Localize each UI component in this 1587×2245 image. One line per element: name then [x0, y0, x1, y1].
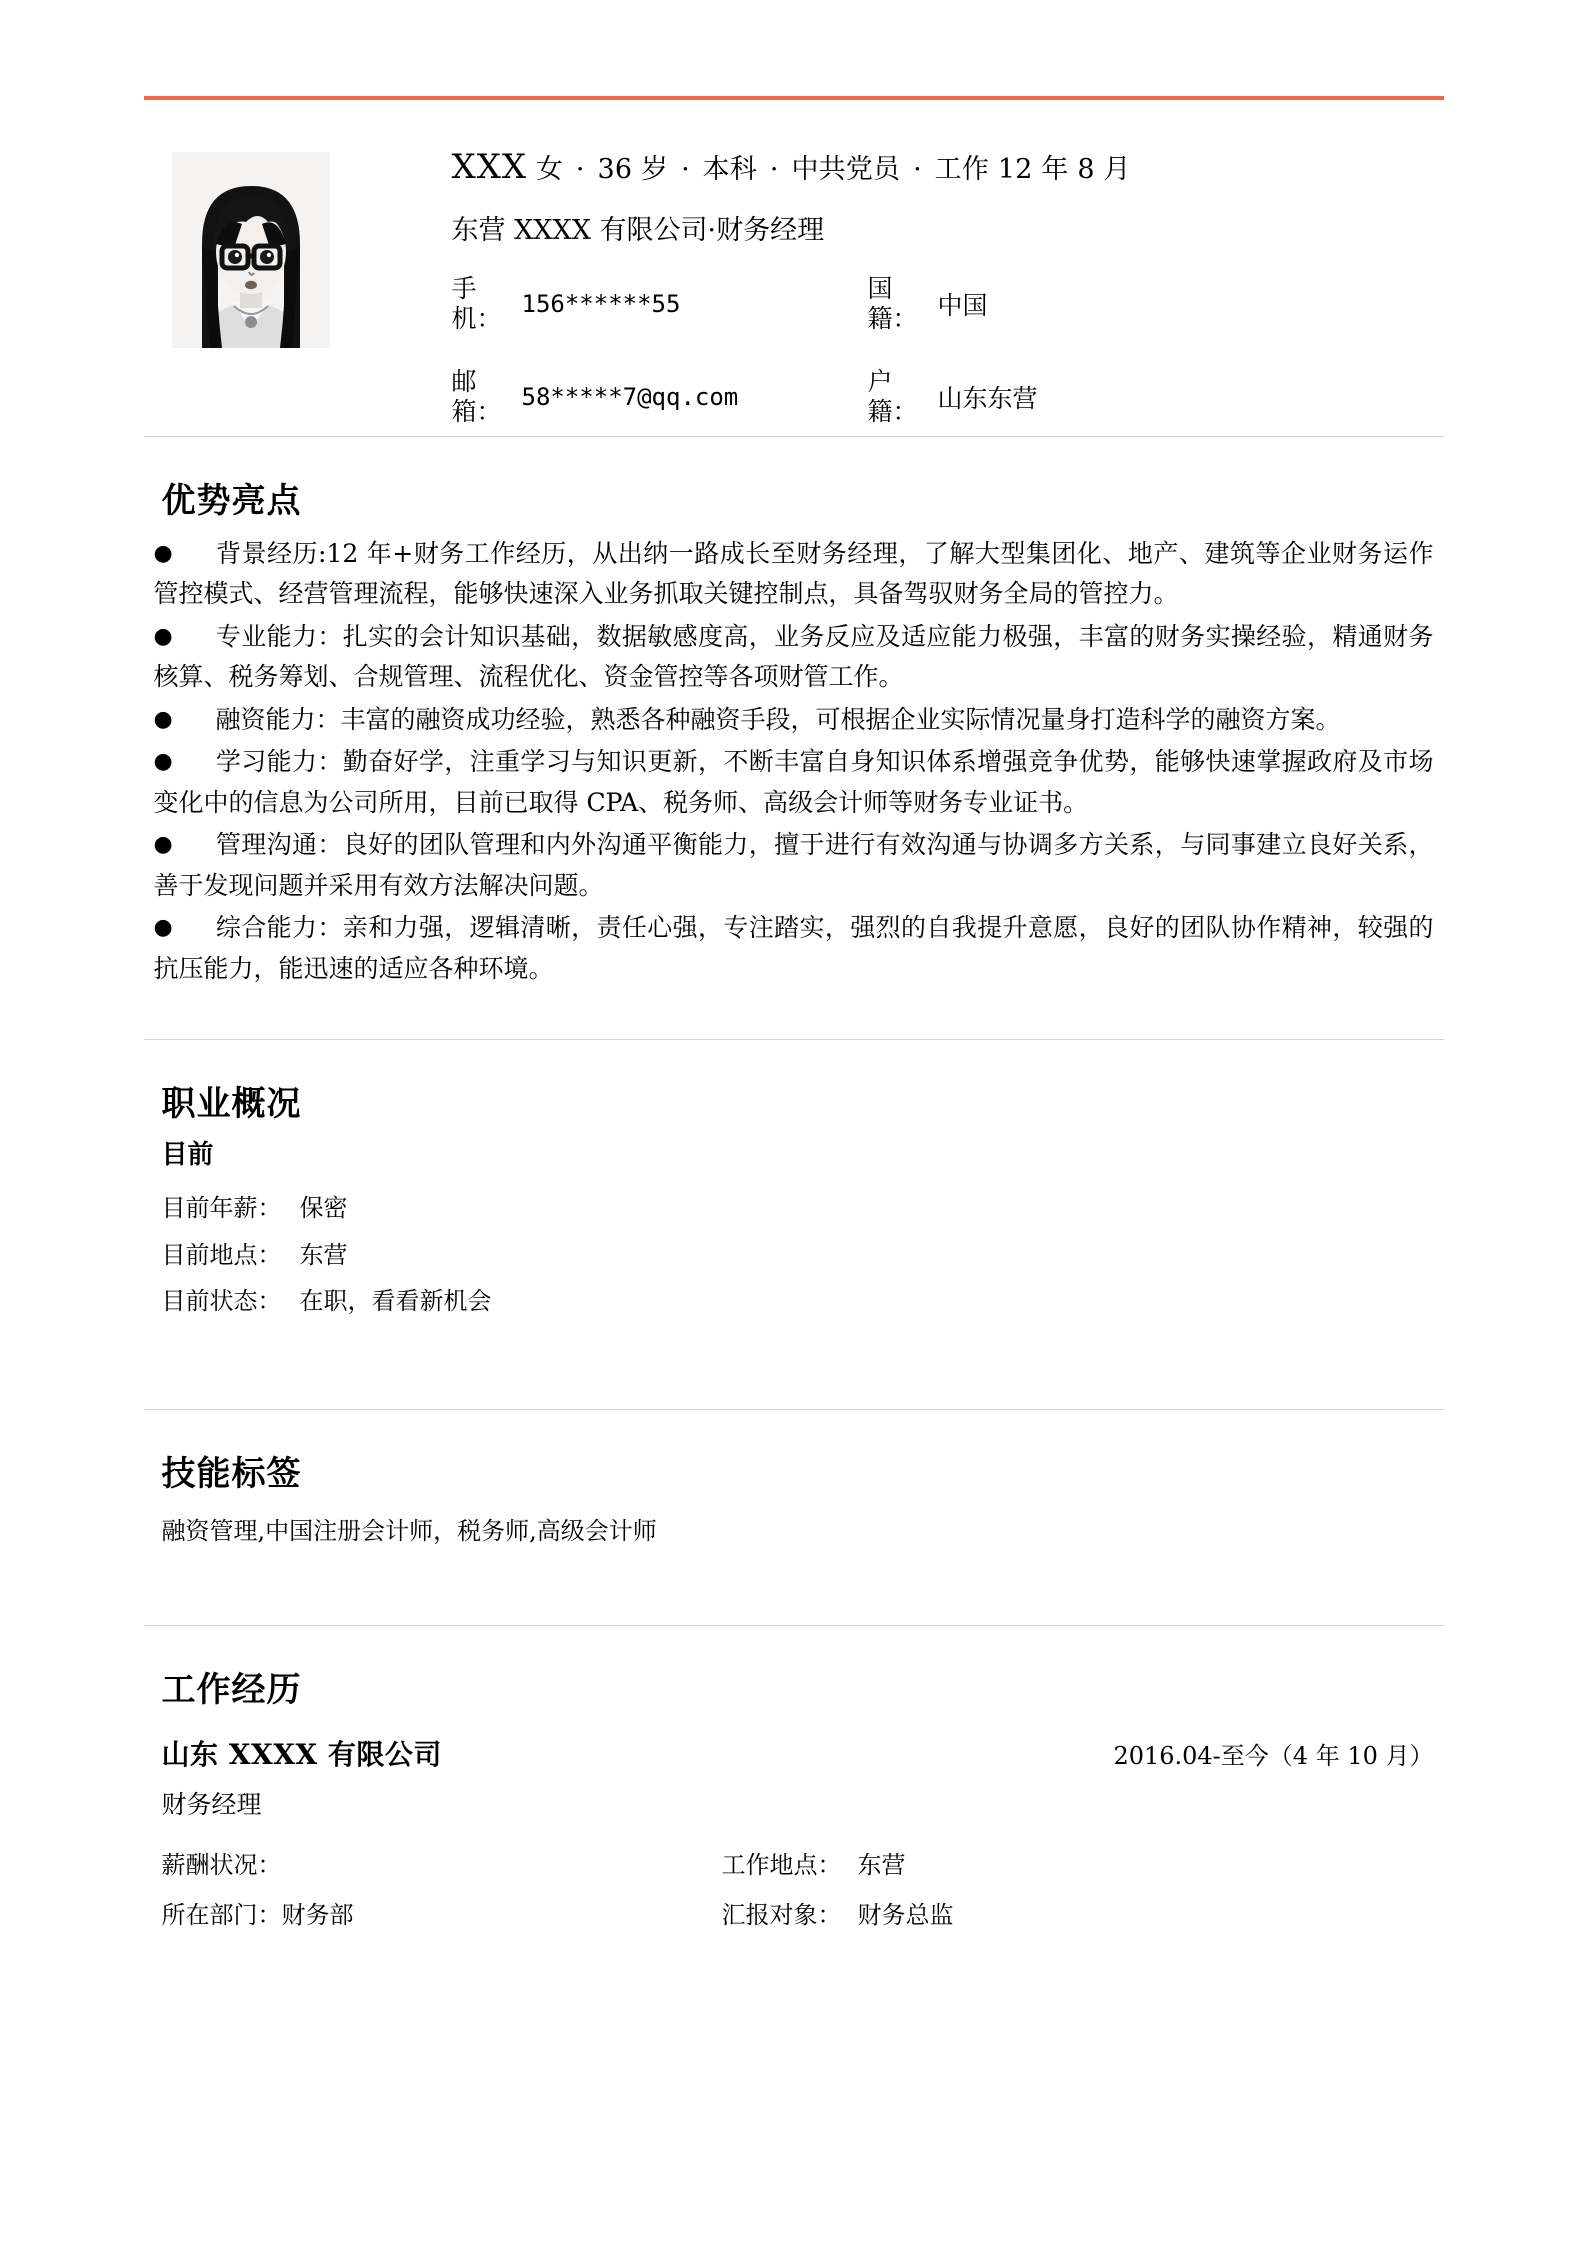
separator-icon: · — [769, 154, 779, 185]
candidate-name: XXX — [451, 147, 528, 187]
job-salary — [162, 1847, 722, 1883]
job-period: 2016.04-至今（4 年 10 月） — [1113, 1741, 1434, 1770]
section-title-work: 工作经历 — [161, 1670, 302, 1711]
current-status-value: 在职，看看新机会 — [299, 1287, 492, 1316]
current-salary-value: 保密 — [299, 1193, 348, 1222]
separator-icon: · — [575, 154, 585, 185]
advantage-text: 专业能力：扎实的会计知识基础，数据敏感度高，业务反应及适应能力极强，丰富的财务实操经验，精通财务核算、税务筹划、合规管理、流程优化、资金管控等各项财管工作。 — [153, 621, 1434, 692]
career-row-status — [162, 1278, 1434, 1325]
advantage-bullet — [154, 700, 1434, 741]
current-company-title: 东营 XXXX 有限公司·财务经理 — [451, 215, 825, 246]
job-report-label: 汇报对象： — [721, 1900, 842, 1929]
bullet-icon: ● — [153, 623, 173, 649]
resume-header — [144, 100, 1444, 436]
job-entry — [154, 1733, 1434, 1933]
bullet-icon: ● — [153, 706, 173, 732]
section-skills — [144, 1410, 1444, 1625]
job-header — [162, 1733, 1434, 1773]
header-info — [330, 138, 1444, 426]
hukou-label: 户籍： — [867, 367, 918, 426]
advantage-text: 融资能力：丰富的融资成功经验，熟悉各种融资手段，可根据企业实际情况量身打造科学的融资方案。 — [215, 704, 1341, 734]
job-location-label: 工作地点： — [721, 1850, 842, 1879]
advantage-bullet — [154, 617, 1434, 698]
resume-content — [144, 0, 1444, 1973]
advantage-text: 学习能力：勤奋好学，注重学习与知识更新，不断丰富自身知识体系增强竞争优势，能够快速掌握政府及市场变化中的信息为公司所用，目前已取得 CPA、税务师、高级会计师等财务专业证书。 — [153, 747, 1434, 817]
email-label: 邮箱： — [451, 367, 502, 426]
current-status-label: 目前状态： — [161, 1287, 282, 1316]
gender-label: 女 — [535, 154, 564, 185]
advantage-text: 综合能力：亲和力强，逻辑清晰，责任心强，专注踏实，强烈的自我提升意愿，良好的团队协作精神，较强的抗压能力，能迅速的适应各种环境。 — [153, 913, 1434, 983]
email-value: 58*****7@qq.com — [521, 382, 739, 411]
job-details-grid — [162, 1847, 1434, 1933]
education-label: 本科 — [702, 154, 758, 185]
job-position: 财务经理 — [161, 1789, 262, 1819]
advantage-text: 管理沟通：良好的团队管理和内外沟通平衡能力，擅于进行有效沟通与协调多方关系，与同事建立良好关系，善于发现问题并采用有效方法解决问题。 — [153, 830, 1434, 900]
section-title-career: 职业概况 — [161, 1084, 302, 1125]
hukou-value: 山东东营 — [937, 383, 1038, 413]
job-salary-value — [282, 1851, 298, 1879]
avatar — [172, 152, 330, 348]
job-department-value: 财务部 — [281, 1900, 354, 1929]
nationality-label: 国籍： — [867, 274, 918, 333]
bullet-icon: ● — [153, 540, 173, 566]
career-row-location — [162, 1232, 1434, 1279]
avatar-illustration — [172, 152, 330, 348]
separator-icon: · — [913, 154, 922, 185]
job-salary-label: 薪酬状况： — [161, 1850, 282, 1879]
advantage-text: 背景经历:12 年+财务工作经历，从出纳一路成长至财务经理，了解大型集团化、地产、建筑等企业财务运作管控模式、经营管理流程，能够快速深入业务抓取关键控制点，具备驾驭财务全局的管控力。 — [153, 538, 1434, 609]
name-line — [451, 147, 1444, 187]
advantage-bullet — [154, 908, 1434, 989]
separator-icon: · — [681, 154, 690, 185]
political-status-label: 中共党员 — [791, 154, 901, 185]
job-location-value: 东营 — [857, 1850, 906, 1879]
bullet-icon: ● — [153, 749, 173, 775]
job-report-to — [722, 1897, 1434, 1933]
advantage-bullet — [154, 825, 1434, 906]
nationality-value: 中国 — [937, 290, 988, 320]
job-location — [722, 1847, 1434, 1883]
section-career-overview — [144, 1040, 1444, 1409]
age-label: 36 岁 — [597, 154, 669, 185]
phone-value: 156******55 — [521, 289, 681, 318]
current-location-label: 目前地点： — [161, 1240, 282, 1269]
bullet-icon: ● — [153, 915, 173, 941]
advantage-bullet — [154, 534, 1434, 615]
skill-tags: 融资管理,中国注册会计师，税务师,高级会计师 — [161, 1517, 657, 1546]
career-row-salary — [162, 1185, 1434, 1232]
current-salary-label: 目前年薪： — [161, 1193, 282, 1222]
section-title-skills: 技能标签 — [161, 1454, 302, 1495]
job-report-value: 财务总监 — [857, 1900, 954, 1929]
bullet-icon: ● — [153, 832, 173, 858]
job-company-name: 山东 XXXX 有限公司 — [161, 1737, 442, 1771]
contact-grid — [452, 274, 1444, 426]
section-advantages — [144, 437, 1444, 1039]
career-subtitle: 目前 — [161, 1140, 214, 1171]
work-years-label: 工作 12 年 8 月 — [934, 154, 1131, 185]
job-department — [162, 1897, 722, 1933]
job-department-label: 所在部门： — [161, 1900, 282, 1929]
phone-label: 手机： — [451, 274, 502, 333]
section-work-experience — [144, 1626, 1444, 1973]
advantage-bullet — [154, 742, 1434, 823]
current-location-value: 东营 — [299, 1240, 348, 1269]
section-title-advantages: 优势亮点 — [161, 481, 302, 521]
